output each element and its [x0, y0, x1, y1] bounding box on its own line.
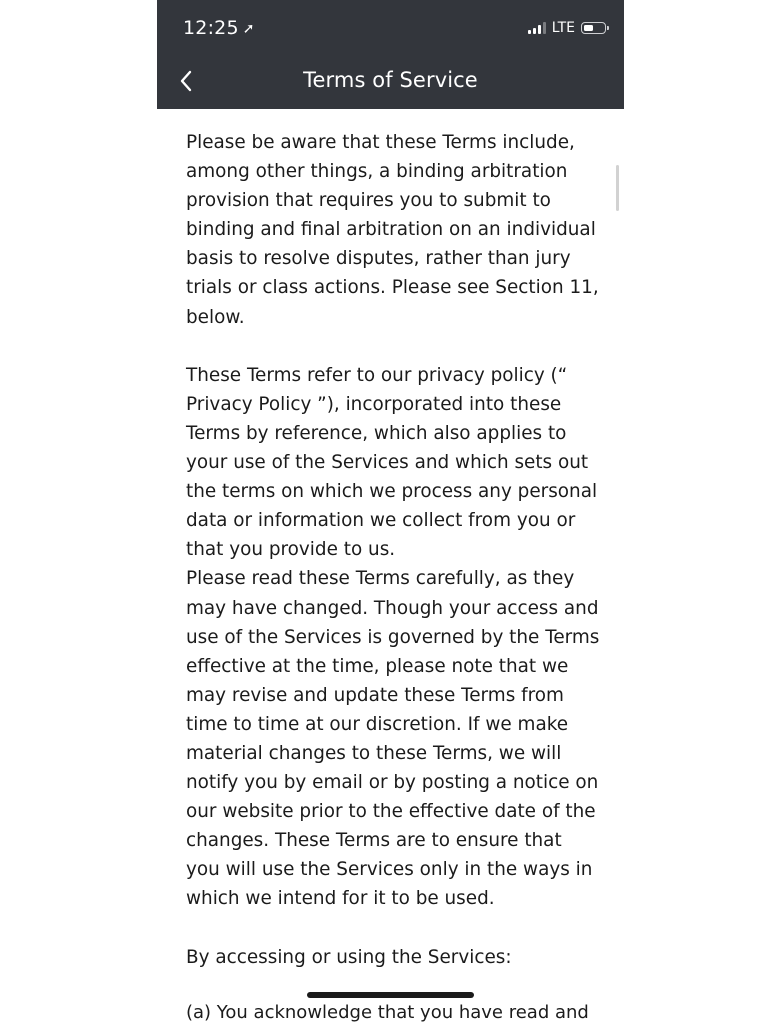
signal-strength-icon: [528, 22, 546, 34]
top-bar: [157, 0, 624, 109]
status-indicators: [528, 20, 606, 36]
network-type: LTE: [551, 20, 575, 36]
page-title: Terms of Service: [303, 68, 478, 92]
status-time: [183, 17, 255, 39]
terms-paragraph-cutoff: (a) You acknowledge that you have read and: [186, 1002, 589, 1023]
scrollbar[interactable]: [616, 165, 619, 211]
phone-screen: [157, 0, 624, 1023]
location-arrow-icon: ➚: [242, 21, 255, 37]
terms-paragraph: Please read these Terms carefully, as they may have changed. Though your access and use of the Services is governed by the Terms effective at the time, please note that we may revise and update these Terms from time to time at our discretion. If we make material changes to these Terms, we will notify you by email or by posting a notice on our website prior to the effective date of the changes. These Terms are to ensure that you will use the Services only in the ways in which we intend for it to be used.: [186, 568, 600, 910]
terms-paragraph: These Terms refer to our privacy policy (“ Privacy Policy ”), incorporated into these Terms by reference, which also applies to your use of the Services and which sets out the terms on which we process any personal data or information we collect from you or that you provide to us.: [186, 364, 598, 561]
home-indicator[interactable]: [307, 992, 474, 998]
status-time-text: 12:25: [183, 17, 239, 39]
battery-icon: [581, 22, 606, 34]
terms-content: [186, 128, 601, 972]
terms-paragraph: Please be aware that these Terms include, among other things, a binding arbitration provision that requires you to submit to binding and final arbitration on an individual basis to resolve disputes, rather than jury trials or class actions. Please see Section 11, below.: [186, 132, 599, 328]
terms-paragraph: By accessing or using the Services:: [186, 946, 512, 968]
cutoff-line: [186, 1000, 589, 1023]
